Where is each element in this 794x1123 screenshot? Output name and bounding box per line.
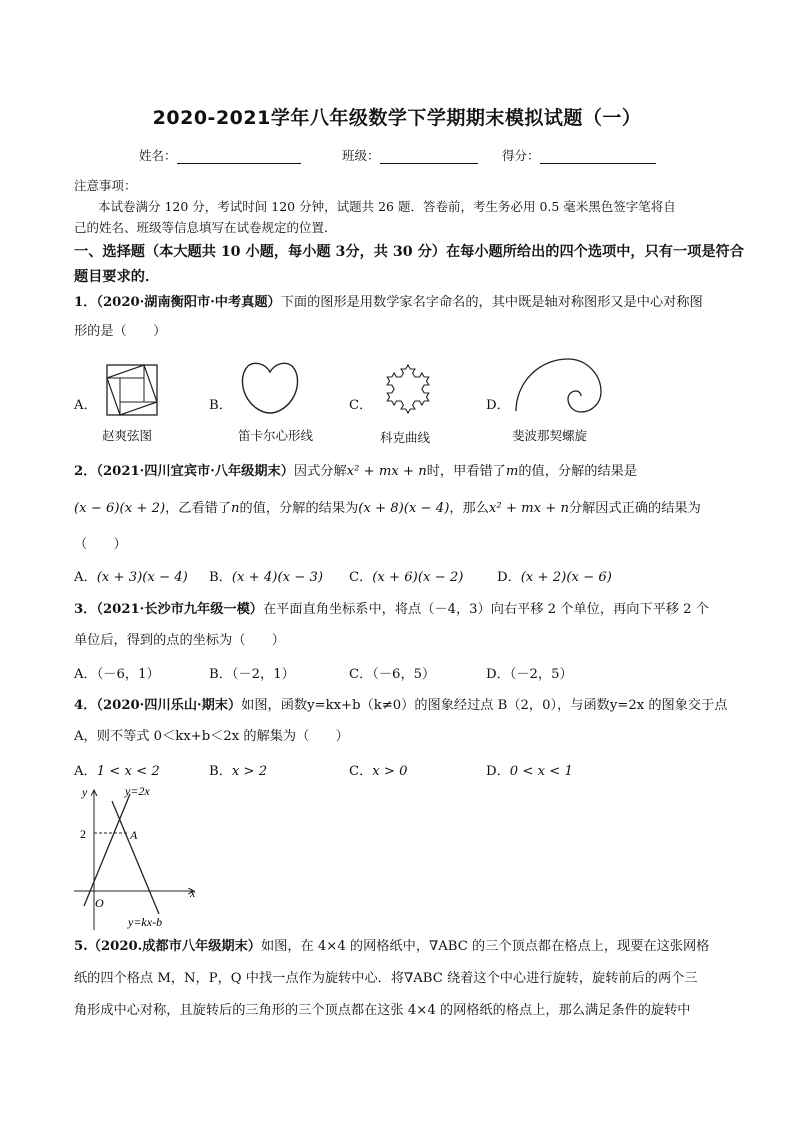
question-5-line-3: 角形成中心对称，且旋转后的三角形的三个顶点都在这张 4×4 的网格纸的格点上，那么满足条件的旋转中 bbox=[74, 1003, 691, 1018]
question-4-number: 4． bbox=[74, 698, 97, 713]
q4-option-a-letter: A． bbox=[74, 764, 97, 779]
fibonacci-spiral-icon bbox=[514, 357, 609, 415]
q1-option-b-letter[interactable]: B． bbox=[209, 398, 232, 413]
question-2-text-a: 因式分解 bbox=[293, 464, 347, 479]
question-4-line-2: A，则不等式 0＜kx+b＜2x 的解集为（ ） bbox=[74, 729, 349, 744]
q3-option-b-letter: B． bbox=[209, 667, 232, 682]
question-2-text-d: ，乙看错了 bbox=[165, 501, 232, 516]
question-2-text-f: ，那么 bbox=[449, 501, 489, 516]
q2-option-d-letter: D． bbox=[497, 570, 521, 585]
q3-option-b[interactable] bbox=[209, 663, 295, 682]
question-3-line-2: 单位后，得到的点的坐标为（ ） bbox=[74, 633, 285, 648]
section-1-heading-line-2: 题目要求的． bbox=[74, 269, 160, 285]
q3-option-c-text: （－6，5） bbox=[372, 667, 436, 682]
q2-option-b[interactable] bbox=[209, 566, 323, 585]
q1-option-a-letter[interactable]: A． bbox=[74, 398, 97, 413]
notice-line-2: 己的姓名、班级等信息填写在试卷规定的位置． bbox=[74, 220, 337, 235]
question-5-number: 5. bbox=[74, 939, 88, 954]
name-label: 姓名： bbox=[139, 148, 177, 163]
question-2-expr-1: x² + mx + n bbox=[346, 464, 427, 479]
q4-option-a-text: 1 < x < 2 bbox=[96, 764, 160, 779]
question-5-line-2: 纸的四个格点 M，N，P，Q 中找一点作为旋转中心．将∇ABC 绕着这个中心进行旋转，旋转前后的两个三 bbox=[74, 971, 698, 986]
line-2-label: y=kx-b bbox=[128, 915, 163, 929]
q4-option-d[interactable] bbox=[486, 760, 573, 779]
line-y-kx-b bbox=[112, 801, 159, 914]
notice-line-1: 本试卷满分 120 分，考试时间 120 分钟，试题共 26 题．答卷前，考生务必用 0.5 毫米黑色签字笔将自 bbox=[98, 199, 676, 214]
name-field bbox=[139, 146, 301, 164]
score-label: 得分： bbox=[502, 148, 540, 163]
q4-option-a[interactable] bbox=[74, 760, 160, 779]
q3-option-b-text: （－2，1） bbox=[231, 667, 295, 682]
q2-option-c-letter: C． bbox=[349, 570, 373, 585]
question-2-n: n bbox=[231, 501, 240, 516]
question-5-source: （2020.成都市八年级期末） bbox=[87, 939, 261, 954]
class-label: 班级： bbox=[342, 148, 380, 163]
q2-option-a[interactable] bbox=[74, 566, 188, 585]
question-2-line-1 bbox=[74, 462, 637, 482]
question-2-text-c: 的值，分解的结果是 bbox=[518, 464, 638, 479]
q3-option-a-letter: A． bbox=[74, 667, 97, 682]
y-axis-label: y bbox=[82, 785, 88, 799]
notice-heading: 注意事项： bbox=[74, 178, 137, 193]
question-2-expr-3: (x + 8)(x − 4) bbox=[358, 501, 450, 516]
question-1-number: 1． bbox=[74, 295, 97, 310]
score-field bbox=[502, 146, 656, 164]
q1-option-b-caption: 笛卡尔心形线 bbox=[238, 428, 314, 443]
name-blank[interactable] bbox=[177, 149, 301, 164]
question-2-text-g: 分解因式正确的结果为 bbox=[568, 501, 701, 516]
question-1-line-1 bbox=[74, 293, 703, 313]
q4-option-b[interactable] bbox=[209, 760, 267, 779]
score-blank[interactable] bbox=[540, 149, 656, 164]
q2-option-b-letter: B． bbox=[209, 570, 232, 585]
question-2-source: （2021·四川宜宾市·八年级期末） bbox=[96, 464, 294, 479]
point-a-label: A bbox=[130, 828, 138, 842]
question-4-text: 如图，函数y=kx+b（k≠0）的图象经过点 B（2，0），与函数y=2x 的图象交于点 bbox=[241, 698, 728, 713]
q1-option-c-caption: 科克曲线 bbox=[380, 430, 431, 445]
q1-option-c-letter[interactable]: C． bbox=[349, 398, 373, 413]
zhao-shuang-diagram-icon bbox=[106, 364, 158, 416]
q1-option-d-caption: 斐波那契螺旋 bbox=[512, 428, 588, 443]
koch-snowflake-icon bbox=[378, 354, 438, 420]
question-1-line-2: 形的是（ ） bbox=[74, 324, 167, 339]
question-3-source: （2021·长沙市九年级一模） bbox=[96, 602, 263, 617]
q4-option-c-letter: C． bbox=[349, 764, 373, 779]
q1-option-d-letter[interactable]: D． bbox=[486, 398, 510, 413]
question-2-text-e: 的值，分解的结果为 bbox=[239, 501, 359, 516]
question-3-line-1 bbox=[74, 600, 709, 620]
question-3-number: 3． bbox=[74, 602, 97, 617]
question-1-text: 下面的图形是用数学家名字命名的，其中既是轴对称图形又是中心对称图 bbox=[280, 295, 703, 310]
line-1-label: y=2x bbox=[125, 784, 150, 798]
question-2-line-3: （ ） bbox=[74, 537, 127, 552]
q3-option-d-letter: D． bbox=[486, 667, 510, 682]
question-4-source: （2020·四川乐山·期末） bbox=[96, 698, 242, 713]
q2-option-a-expr: (x + 3)(x − 4) bbox=[96, 570, 188, 585]
question-2-expr-4: x² + mx + n bbox=[488, 501, 569, 516]
q4-option-d-letter: D． bbox=[486, 764, 510, 779]
origin-label: O bbox=[95, 896, 104, 910]
section-1-heading-line-1: 一、选择题（本大题共 10 小题，每小题 3分，共 30 分）在每小题所给出的四个选项中，只有一项是符合 bbox=[74, 244, 744, 260]
question-5-text: 如图，在 4×4 的网格纸中，∇ABC 的三个顶点都在格点上，现要在这张网格 bbox=[260, 939, 710, 954]
question-2-expr-2: (x − 6)(x + 2) bbox=[74, 501, 166, 516]
q1-option-a-caption: 赵爽弦图 bbox=[102, 428, 153, 443]
question-3-text: 在平面直角坐标系中，将点（－4，3）向右平移 2 个单位，再向下平移 2 个 bbox=[262, 602, 709, 617]
q2-option-b-expr: (x + 4)(x − 3) bbox=[231, 570, 323, 585]
question-2-m: m bbox=[505, 464, 519, 479]
page-title: 2020-2021学年八年级数学下学期期末模拟试题（一） bbox=[152, 107, 642, 129]
q3-option-d-text: （－2，5） bbox=[509, 667, 573, 682]
question-2-text-b: 时，甲看错了 bbox=[426, 464, 506, 479]
q4-option-c-text: x > 0 bbox=[372, 764, 408, 779]
class-blank[interactable] bbox=[380, 149, 478, 164]
q2-option-a-letter: A． bbox=[74, 570, 97, 585]
question-2-number: 2． bbox=[74, 464, 97, 479]
q4-option-b-text: x > 2 bbox=[231, 764, 268, 779]
line-y-2x bbox=[84, 794, 130, 906]
x-axis-label: x bbox=[190, 886, 196, 900]
q4-option-c[interactable] bbox=[349, 760, 408, 779]
q3-option-c-letter: C． bbox=[349, 667, 373, 682]
q3-option-d[interactable] bbox=[486, 663, 573, 682]
question-1-source: （2020·湖南衡阳市·中考真题） bbox=[96, 295, 281, 310]
q4-option-d-text: 0 < x < 1 bbox=[509, 764, 573, 779]
q4-option-b-letter: B． bbox=[209, 764, 232, 779]
q2-option-c-expr: (x + 6)(x − 2) bbox=[372, 570, 464, 585]
q2-option-d-expr: (x + 2)(x − 6) bbox=[520, 570, 612, 585]
q2-option-c[interactable] bbox=[349, 566, 463, 585]
q3-option-a-text: （－6，1） bbox=[96, 667, 160, 682]
q4-function-graph bbox=[70, 784, 210, 934]
cardioid-icon bbox=[240, 360, 300, 416]
q3-option-c[interactable] bbox=[349, 663, 435, 682]
question-2-line-2 bbox=[74, 499, 701, 519]
tick-2-label: 2 bbox=[80, 827, 86, 841]
class-field bbox=[342, 146, 478, 164]
q3-option-a[interactable] bbox=[74, 663, 160, 682]
q2-option-d[interactable] bbox=[497, 566, 612, 585]
question-5-line-1 bbox=[74, 937, 709, 957]
question-4-line-1 bbox=[74, 696, 727, 716]
